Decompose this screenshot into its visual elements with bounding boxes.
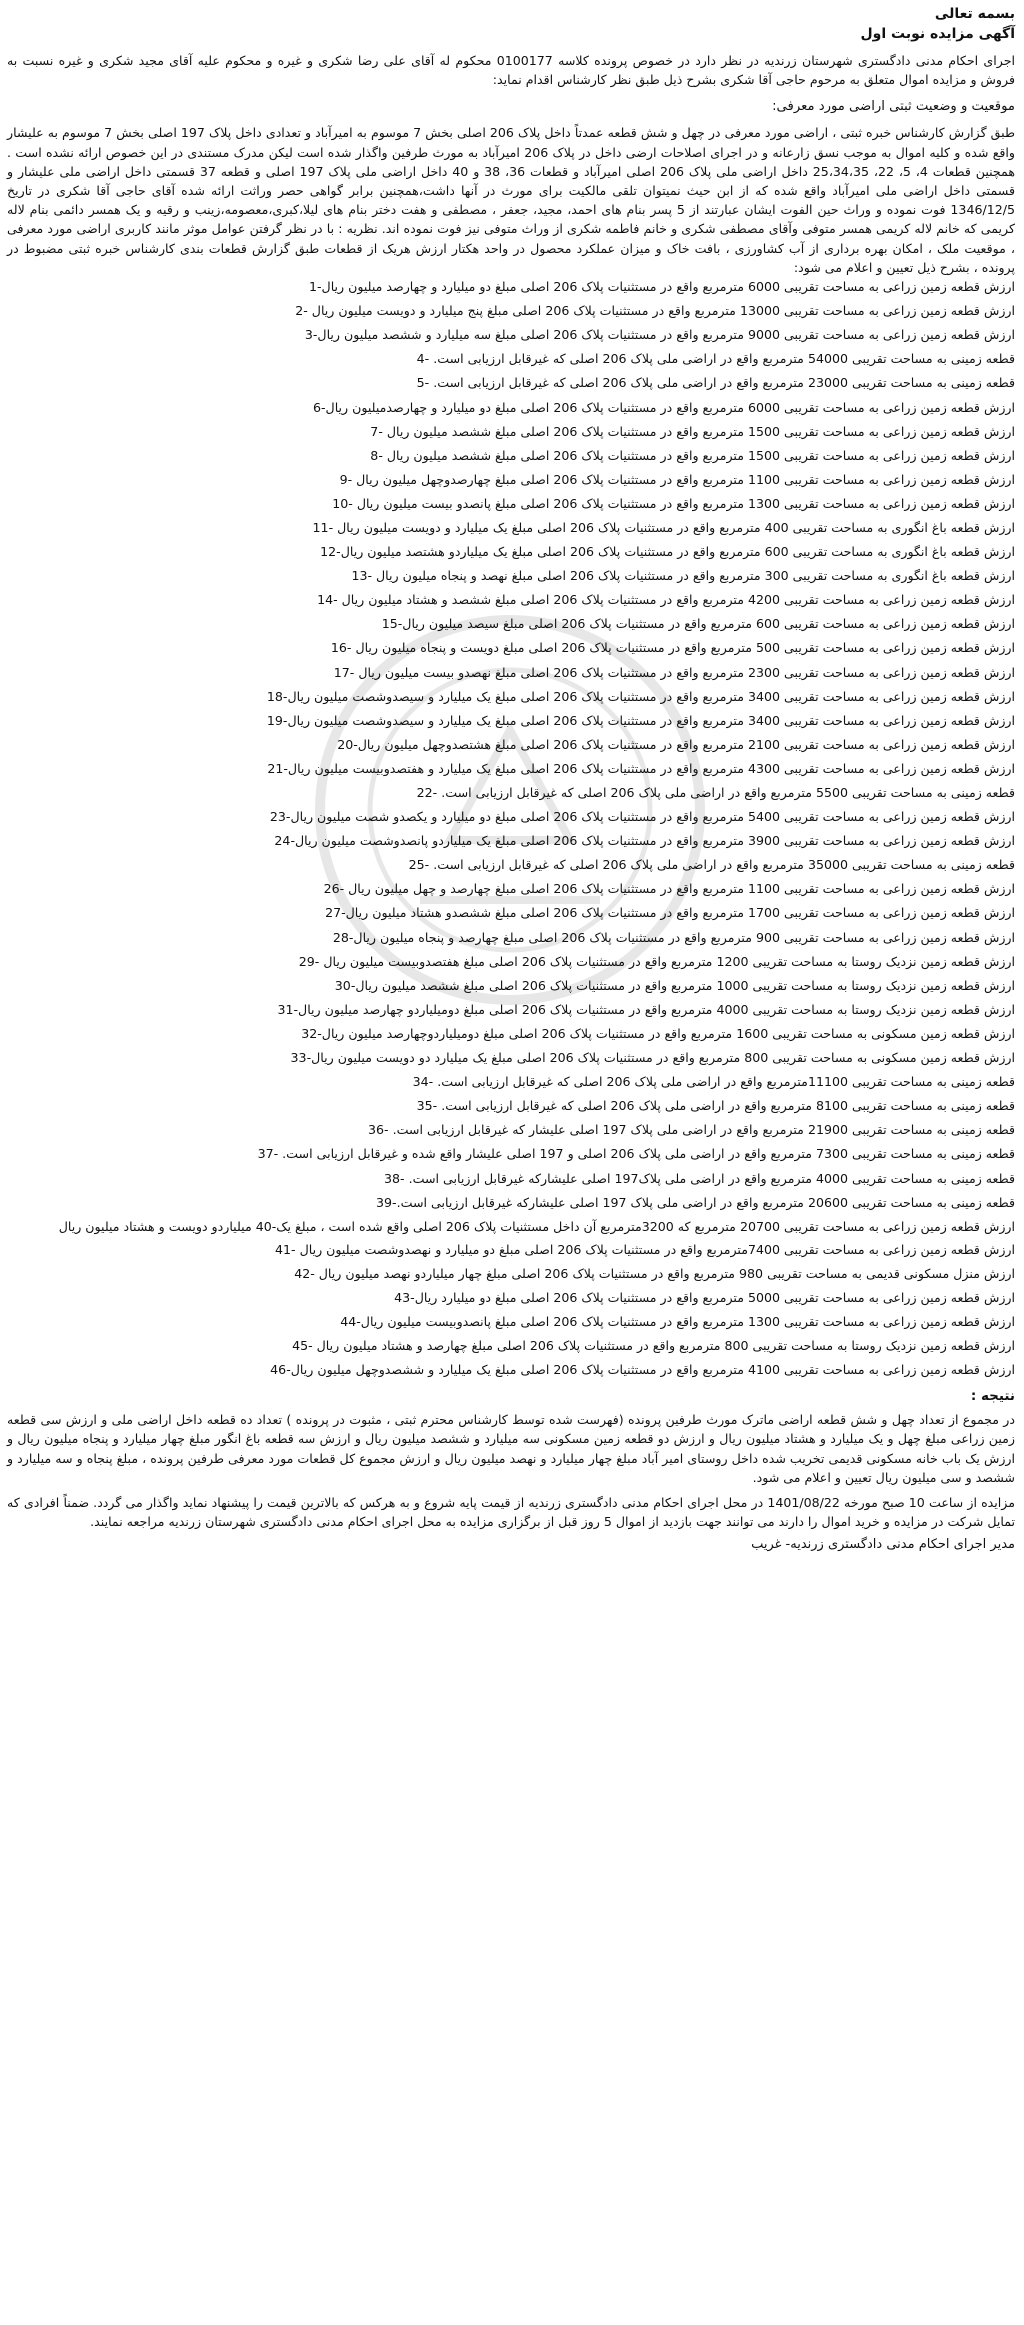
result-heading: نتیجه : — [970, 1388, 1015, 1405]
bismillah-heading: بسمه تعالی — [934, 6, 1015, 22]
notice-title: آگهی مزایده نوبت اول — [860, 26, 1015, 42]
parcel-item: ارزش قطعه زمین زراعی به مساحت تقریبی 20700 مترمربع که 3200مترمربع آن داخل مستثنیات پلاک 206 اصلی واقع شده است ، مبلغ یک-40 میلیاردو دویست و هشتاد میلیون ریال — [58, 1218, 1015, 1234]
parcel-item: قطعه زمینی به مساحت تقریبی 20600 مترمربع واقع در اراضی ملی پلاک 197 اصلی علیشارکه غیرقابل ارزیابی است.-39 — [376, 1194, 1015, 1210]
parcel-item: ارزش قطعه زمین زراعی به مساحت تقریبی 4200 مترمربع واقع در مستثنیات پلاک 206 اصلی مبلغ ششصد و هشتاد میلیون ریال -14 — [317, 592, 1015, 608]
parcel-item: قطعه زمینی به مساحت تقریبی 7300 مترمربع واقع در اراضی ملی پلاک 206 اصلی و 197 اصلی علیشار واقع شده و غیرقابل ارزیابی است. -37 — [257, 1146, 1015, 1162]
parcel-item: ارزش قطعه زمین زراعی به مساحت تقریبی 4100 مترمربع واقع در مستثنیات پلاک 206 اصلی مبلغ یک میلیارد و ششصدوچهل میلیون ریال-46 — [270, 1362, 1015, 1378]
parcel-item: ارزش قطعه زمین زراعی به مساحت تقریبی 1100 مترمربع واقع در مستثنیات پلاک 206 اصلی مبلغ چهارصدوچهل میلیون ریال -9 — [339, 471, 1015, 487]
parcel-item: ارزش قطعه زمین زراعی به مساحت تقریبی 3400 مترمربع واقع در مستثنیات پلاک 206 اصلی مبلغ یک میلیارد و سیصدوشصت میلیون ریال-19 — [266, 712, 1015, 728]
parcel-item: ارزش قطعه زمین نزدیک روستا به مساحت تقریبی 1000 مترمربع واقع در مستثنیات پلاک 206 اصلی مبلغ ششصد میلیون ریال-30 — [334, 977, 1015, 993]
parcel-item: ارزش قطعه زمین زراعی به مساحت تقریبی 1300 مترمربع واقع در مستثنیات پلاک 206 اصلی مبلغ پانصدو بیست میلیون ریال -10 — [332, 495, 1015, 511]
auction-paragraph: مزایده از ساعت 10 صبح مورخه 1401/08/22 در محل اجرای احکام مدنی دادگستری زرندیه از قیمت پایه شروع و به هرکس که بالاترین قیمت را پیشنهاد نماید واگذار می گردد. ضمناً افرادی که تمایل شرکت در مزایده و خرید اموال را دارند می توانند جهت بازدید از اموال 5 روز قبل از برگزاری مزایده به محل اجرای احکام مدنی دادگستری شهرستان زرندیه مراجعه نمایند. — [7, 1495, 1015, 1530]
parcel-item: ارزش قطعه زمین زراعی به مساحت تقریبی 6000 مترمربع واقع در مستثنیات پلاک 206 اصلی مبلغ دو میلیارد و چهارصد میلیون ریال-1 — [308, 279, 1015, 295]
parcel-item: ارزش قطعه زمین نزدیک روستا به مساحت تقریبی 4000 مترمربع واقع در مستثنیات پلاک 206 اصلی مبلغ دومیلیاردو چهارصد میلیون ریال-31 — [277, 1001, 1015, 1017]
parcel-item: ارزش قطعه زمین مسکونی به مساحت تقریبی 800 مترمربع واقع در مستثنیات پلاک 206 اصلی مبلغ یک میلیارد دو دویست میلیون ریال-33 — [290, 1050, 1015, 1066]
parcel-item: ارزش منزل مسکونی قدیمی به مساحت تقریبی 980 مترمربع واقع در مستثنیات پلاک 206 اصلی مبلغ چهار میلیاردو نهصد میلیون ریال -42 — [294, 1265, 1015, 1281]
parcel-item: قطعه زمینی به مساحت تقریبی 5500 مترمربع واقع در اراضی ملی پلاک 206 اصلی که غیرقابل ارزیابی است. -22 — [416, 785, 1015, 800]
parcel-item: ارزش قطعه زمین زراعی به مساحت تقریبی 5400 مترمربع واقع در مستثنیات پلاک 206 اصلی مبلغ دو میلیارد و یکصدو شصت میلیون ریال-23 — [269, 809, 1015, 825]
parcel-item: ارزش قطعه زمین زراعی به مساحت تقریبی 1300 مترمربع واقع در مستثنیات پلاک 206 اصلی مبلغ پانصدوبیست میلیون ریال-44 — [340, 1314, 1015, 1330]
section-heading: موقعیت و وضعیت ثبتی اراضی مورد معرفی: — [772, 99, 1015, 115]
notice-page — [7, 4, 1015, 1555]
parcel-item: ارزش قطعه زمین مسکونی به مساحت تقریبی 1600 مترمربع واقع در مستثنیات پلاک 206 اصلی مبلغ دومیلیاردوچهارصد میلیون ریال-32 — [301, 1025, 1015, 1041]
parcel-item: ارزش قطعه زمین زراعی به مساحت تقریبی 1100 مترمربع واقع در مستثنیات پلاک 206 اصلی مبلغ چهارصد و چهل میلیون ریال -26 — [323, 881, 1015, 897]
parcel-item: ارزش قطعه زمین زراعی به مساحت تقریبی 7400مترمربع واقع در مستثنیات پلاک 206 اصلی مبلغ دو میلیارد و نهصدوشصت میلیون ریال -41 — [275, 1241, 1015, 1257]
parcel-item: ارزش قطعه زمین زراعی به مساحت تقریبی 6000 مترمربع واقع در مستثنیات پلاک 206 اصلی مبلغ دو میلیارد و چهارصدمیلیون ریال-6 — [312, 399, 1015, 415]
parcel-item: ارزش قطعه باغ انگوری به مساحت تقریبی 600 مترمربع واقع در مستثنیات پلاک 206 اصلی مبلغ یک میلیاردو هشتصد میلیون ریال-12 — [320, 544, 1015, 560]
parcel-item: ارزش قطعه زمین زراعی به مساحت تقریبی 5000 مترمربع واقع در مستثنیات پلاک 206 اصلی مبلغ دو میلیارد ریال-43 — [394, 1289, 1015, 1305]
parcel-item: ارزش قطعه زمین زراعی به مساحت تقریبی 9000 مترمربع واقع در مستثنیات پلاک 206 اصلی مبلغ سه میلیارد و ششصد میلیون ریال-3 — [304, 327, 1015, 343]
parcel-item: ارزش قطعه زمین زراعی به مساحت تقریبی 1700 مترمربع واقع در مستثنیات پلاک 206 اصلی مبلغ ششصدو هشتاد میلیون ریال-27 — [325, 905, 1015, 921]
background-paragraph: طبق گزارش کارشناس خبره ثبتی ، اراضی مورد معرفی در چهل و شش قطعه عمدتاً داخل پلاک 206 اصلی بخش 7 موسوم به امیرآباد و تعدادی داخل پلاک 197 اصلی بخش 7 موسوم به علیشار واقع شده و کلیه اموال به موجب نسق زارعانه و در اجرای اصلاحات ارضی داخل در پلاک 206 امیرآباد به مورث طرفین واگذار شده است لیکن مدرک مستندی در این خصوص ارائه نشده است . همچنین قطعات 4، 5، 22، 25،34،35 داخل اراضی ملی پلاک 206 اصلی امیرآباد و قطعات 36، 38 و 40 داخل اراضی ملی پلاک 197 اصلی و قطعه 37 قسمتی داخل اراضی ملی علیشار و قسمتی داخل اراضی ملی امیرآباد واقع شده که از ابن حیث نمیتوان تلقی مالکیت برای مورث در آنها داشت،همچنین برابر گواهی حصر وراثت ارائه شده آقای حاجی آقا شکری در تاریخ 1346/12/5 فوت نموده و وراث حین الفوت ایشان عبارتند از 5 پسر بنام های احمد، مجید، جعفر ، مصطفی و هفت دختر بنام های لیلا،کبری،معصومه،زینب و رقیه و یک همسر دائمی بنام لاله کریمی که خانم لاله کریمی همسر متوفی وآقای مصطفی شکری و خانم فاطمه شکری از وراث متوفی نیز فوت نموده اند. نظریه : با در نظر گرفتن عوامل موثر مانند کاربری اراضی مورد معرفی ، موقعیت ملک ، امکان بهره برداری از آب کشاورزی ، بافت خاک و میزان عملکرد محصول در واحد هکتار ارزش هریک از قطعات طبق گزارش قطعات بندی کارشناس خبره ثبتی مضبوط در پرونده ، بشرح ذیل تعیین و اعلام می شود: — [7, 125, 1016, 275]
parcel-item: ارزش قطعه زمین زراعی به مساحت تقریبی 13000 مترمربع واقع در مستثنیات پلاک 206 اصلی مبلغ پنج میلیارد و دویست میلیون ریال -2 — [295, 303, 1015, 319]
parcel-item: ارزش قطعه زمین زراعی به مساحت تقریبی 2300 مترمربع واقع در مستثنیات پلاک 206 اصلی مبلغ نهصدو بیست میلیون ریال -17 — [333, 664, 1015, 680]
parcel-item: ارزش قطعه زمین زراعی به مساحت تقریبی 3900 مترمربع واقع در مستثنیات پلاک 206 اصلی مبلغ یک میلیاردو پانصدوشصت میلیون ریال-24 — [274, 833, 1015, 849]
intro-paragraph: اجرای احکام مدنی دادگستری شهرستان زرندیه در نظر دارد در خصوص پرونده کلاسه 0100177 محکوم له آقای علی رضا شکری و غیره و محکوم علیه آقای مجید شکری و غیره نسبت به فروش و مزایده اموال متعلق به مرحوم حاجی آقا شکری بشرح ذیل طبق نظر کارشناس اقدام نماید: — [7, 53, 1015, 88]
parcel-list — [7, 277, 1015, 1380]
signature-line: مدیر اجرای احکام مدنی دادگستری زرندیه- غریب — [751, 1537, 1015, 1553]
parcel-item: قطعه زمینی به مساحت تقریبی 11100مترمربع واقع در اراضی ملی پلاک 206 اصلی که غیرقابل ارزیابی است. -34 — [412, 1074, 1015, 1090]
parcel-item: ارزش قطعه زمین زراعی به مساحت تقریبی 4300 مترمربع واقع در مستثنیات پلاک 206 اصلی مبلغ یک میلیارد و هفتصدوبیست میلیون ریال-21 — [267, 760, 1015, 776]
parcel-item: ارزش قطعه زمین زراعی به مساحت تقریبی 2100 مترمربع واقع در مستثنیات پلاک 206 اصلی مبلغ هشتصدوچهل میلیون ریال-20 — [337, 736, 1015, 752]
parcel-item: ارزش قطعه زمین نزدیک روستا به مساحت تقریبی 1200 مترمربع واقع در مستثنیات پلاک 206 اصلی مبلغ هفتصدوبیست میلیون ریال -29 — [298, 953, 1015, 969]
result-paragraph: در مجموع از تعداد چهل و شش قطعه اراضی ماترک مورث طرفین پرونده (فهرست شده توسط کارشناس محترم ثبتی ، مثبوت در پرونده ) تعداد ده قطعه داخل اراضی ملی و ارزش سی قطعه زمین زراعی مبلغ چهل و یک میلیارد و هشتاد میلیون ریال و ارزش دو قطعه زمین مسکونی سه میلیارد و ششصد میلیون ریال و ارزش سه قطعه باغ انگور مبلغ چهار میلیارد و پنجاه میلیون ریال و ارزش یک باب خانه مسکونی قدیمی تخریب شده داخل روستای امیر آباد مبلغ چهار میلیارد و نهصد میلیون ریال و ارزش مجموع کل قطعات مورد معرفی طرفین پرونده ، مبلغ پنجاه و سه میلیارد و ششصد و سی میلیون ریال تعیین و اعلام می شود. — [7, 1412, 1015, 1485]
parcel-item: قطعه زمینی به مساحت تقریبی 4000 مترمربع واقع در اراضی ملی پلاک197 اصلی علیشارکه غیرقابل ارزیابی است. -38 — [384, 1170, 1015, 1186]
parcel-item: قطعه زمینی به مساحت تقریبی 23000 مترمربع واقع در اراضی ملی پلاک 206 اصلی که غیرقابل ارزیابی است. -5 — [416, 375, 1015, 391]
parcel-item: ارزش قطعه زمین زراعی به مساحت تقریبی 500 مترمربع واقع در مستثنیات پلاک 206 اصلی مبلغ دویست و پنجاه میلیون ریال -16 — [330, 640, 1015, 656]
parcel-item: ارزش قطعه باغ انگوری به مساحت تقریبی 300 مترمربع واقع در مستثنیات پلاک 206 اصلی مبلغ نهصد و پنجاه میلیون ریال -13 — [351, 568, 1015, 584]
parcel-item: قطعه زمینی به مساحت تقریبی 21900 مترمربع واقع در اراضی ملی پلاک 197 اصلی علیشار که غیرقابل ارزیابی است. -36 — [367, 1122, 1015, 1138]
parcel-item: قطعه زمینی به مساحت تقریبی 35000 مترمربع واقع در اراضی ملی پلاک 206 اصلی که غیرقابل ارزیابی است. -25 — [408, 857, 1015, 873]
parcel-item: ارزش قطعه زمین زراعی به مساحت تقریبی 1500 مترمربع واقع در مستثنیات پلاک 206 اصلی مبلغ ششصد میلیون ریال -7 — [370, 423, 1015, 439]
parcel-item: ارزش قطعه باغ انگوری به مساحت تقریبی 400 مترمربع واقع در مستثنیات پلاک 206 اصلی مبلغ یک میلیارد و دویست میلیون ریال -11 — [312, 519, 1015, 535]
parcel-item: قطعه زمینی به مساحت تقریبی 54000 مترمربع واقع در اراضی ملی پلاک 206 اصلی که غیرقابل ارزیابی است. -4 — [416, 351, 1015, 367]
parcel-item: ارزش قطعه زمین زراعی به مساحت تقریبی 600 مترمربع واقع در مستثنیات پلاک 206 اصلی مبلغ سیصد میلیون ریال-15 — [381, 616, 1015, 632]
parcel-item: ارزش قطعه زمین زراعی به مساحت تقریبی 1500 مترمربع واقع در مستثنیات پلاک 206 اصلی مبلغ ششصد میلیون ریال -8 — [370, 447, 1015, 463]
parcel-item: قطعه زمینی به مساحت تقریبی 8100 مترمربع واقع در اراضی ملی پلاک 206 اصلی که غیرقابل ارزیابی است. -35 — [416, 1098, 1015, 1114]
parcel-item: ارزش قطعه زمین نزدیک روستا به مساحت تقریبی 800 مترمربع واقع در مستثنیات پلاک 206 اصلی مبلغ چهارصد و هشتاد میلیون ریال -45 — [292, 1338, 1015, 1354]
parcel-item: ارزش قطعه زمین زراعی به مساحت تقریبی 900 مترمربع واقع در مستثنیات پلاک 206 اصلی مبلغ چهارصد و پنجاه میلیون ریال-28 — [332, 929, 1015, 945]
parcel-item: ارزش قطعه زمین زراعی به مساحت تقریبی 3400 مترمربع واقع در مستثنیات پلاک 206 اصلی مبلغ یک میلیارد و سیصدوشصت میلیون ریال-18 — [266, 688, 1015, 704]
